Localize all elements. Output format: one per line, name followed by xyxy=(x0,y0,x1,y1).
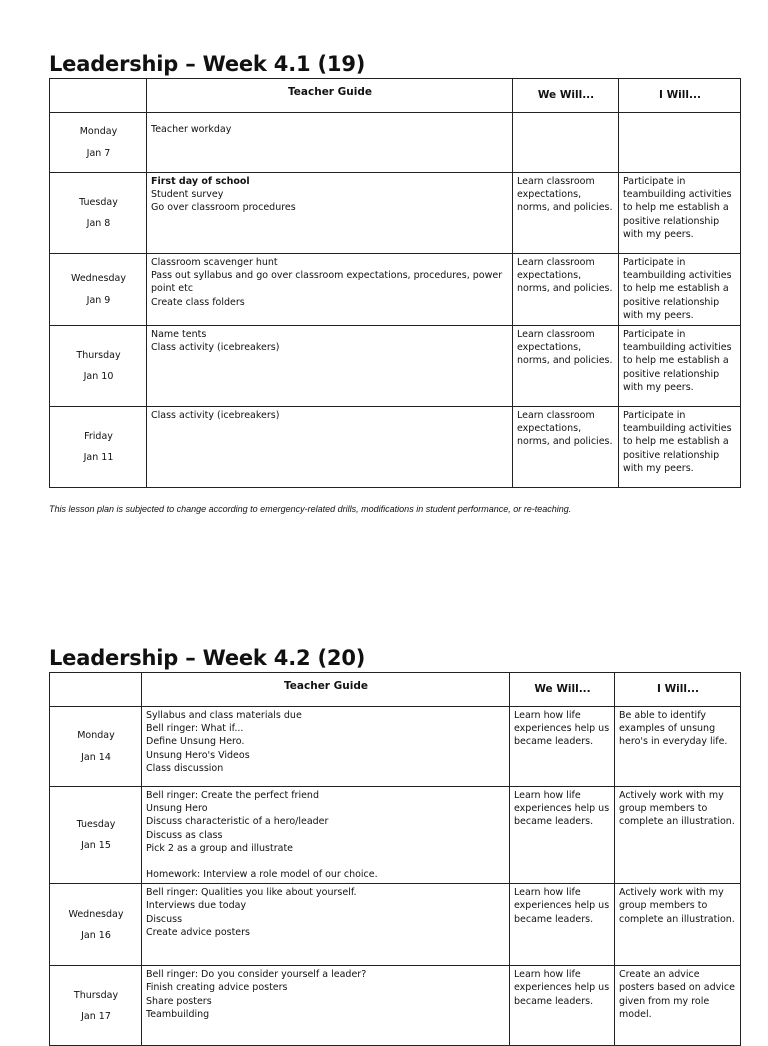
table-row xyxy=(50,254,741,326)
day-cell: Thursday Jan 10 xyxy=(50,326,147,407)
we-will-cell: Learn how life experiences help us became leaders. xyxy=(510,787,615,884)
lesson-plan-table xyxy=(49,78,741,488)
i-will-cell: Participate in teambuilding activities to help me establish a positive relationship with my peers. xyxy=(619,173,741,254)
teacher-guide-cell: Teacher workday xyxy=(147,113,513,173)
we-will-cell: Learn how life experiences help us became leaders. xyxy=(510,707,615,787)
table-row xyxy=(50,966,741,1046)
we-will-header: We Will... xyxy=(513,79,619,113)
i-will-cell: Participate in teambuilding activities to help me establish a positive relationship with my peers. xyxy=(619,254,741,326)
table-row xyxy=(50,173,741,254)
teacher-guide-cell: Bell ringer: Create the perfect friend Unsung Hero Discuss characteristic of a hero/leader Discuss as class Pick 2 as a group and illustrate Homework: Interview a role model of our choice. xyxy=(142,787,510,884)
day-header xyxy=(50,79,147,113)
teacher-guide-cell: Classroom scavenger hunt Pass out syllabus and go over classroom expectations, procedures, power point etc Create class folders xyxy=(147,254,513,326)
table-header-row xyxy=(50,673,741,707)
teacher-guide-cell: First day of school Student survey Go over classroom procedures xyxy=(147,173,513,254)
day-cell: Tuesday Jan 15 xyxy=(50,787,142,884)
we-will-cell: Learn classroom expectations, norms, and policies. xyxy=(513,407,619,488)
i-will-cell: Actively work with my group members to complete an illustration. xyxy=(615,884,741,966)
we-will-header: We Will... xyxy=(510,673,615,707)
table-row xyxy=(50,707,741,787)
i-will-cell: Participate in teambuilding activities to help me establish a positive relationship with my peers. xyxy=(619,326,741,407)
day-cell: Tuesday Jan 8 xyxy=(50,173,147,254)
teacher-guide-header: Teacher Guide xyxy=(147,79,513,113)
i-will-cell: Create an advice posters based on advice given from my role model. xyxy=(615,966,741,1046)
day-header xyxy=(50,673,142,707)
we-will-cell: Learn classroom expectations, norms, and policies. xyxy=(513,326,619,407)
i-will-header: I Will... xyxy=(615,673,741,707)
teacher-guide-header: Teacher Guide xyxy=(142,673,510,707)
day-cell: Monday Jan 14 xyxy=(50,707,142,787)
week-4-2-section xyxy=(49,646,741,1046)
teacher-guide-cell: Bell ringer: Do you consider yourself a leader? Finish creating advice posters Share posters Teambuilding xyxy=(142,966,510,1046)
teacher-guide-cell: Bell ringer: Qualities you like about yourself. Interviews due today Discuss Create advice posters xyxy=(142,884,510,966)
we-will-cell: Learn classroom expectations, norms, and policies. xyxy=(513,254,619,326)
table-row xyxy=(50,113,741,173)
week-4-1-section xyxy=(49,52,741,488)
day-cell: Friday Jan 11 xyxy=(50,407,147,488)
table-row xyxy=(50,787,741,884)
day-cell: Wednesday Jan 9 xyxy=(50,254,147,326)
we-will-cell: Learn how life experiences help us became leaders. xyxy=(510,884,615,966)
i-will-header: I Will... xyxy=(619,79,741,113)
lesson-plan-table xyxy=(49,672,741,1046)
day-cell: Wednesday Jan 16 xyxy=(50,884,142,966)
i-will-cell xyxy=(619,113,741,173)
we-will-cell: Learn classroom expectations, norms, and policies. xyxy=(513,173,619,254)
teacher-guide-cell: Class activity (icebreakers) xyxy=(147,407,513,488)
we-will-cell: Learn how life experiences help us became leaders. xyxy=(510,966,615,1046)
i-will-cell: Participate in teambuilding activities to help me establish a positive relationship with my peers. xyxy=(619,407,741,488)
table-header-row xyxy=(50,79,741,113)
day-cell: Monday Jan 7 xyxy=(50,113,147,173)
table-row xyxy=(50,326,741,407)
we-will-cell xyxy=(513,113,619,173)
disclaimer-note: This lesson plan is subjected to change according to emergency-related drills, modifications in student performance, or re-teaching. xyxy=(49,504,572,514)
i-will-cell: Be able to identify examples of unsung hero's in everyday life. xyxy=(615,707,741,787)
teacher-guide-cell: Name tents Class activity (icebreakers) xyxy=(147,326,513,407)
i-will-cell: Actively work with my group members to complete an illustration. xyxy=(615,787,741,884)
day-cell: Thursday Jan 17 xyxy=(50,966,142,1046)
table-row xyxy=(50,884,741,966)
week-title: Leadership – Week 4.1 (19) xyxy=(49,52,366,76)
teacher-guide-cell: Syllabus and class materials due Bell ringer: What if... Define Unsung Hero. Unsung Hero's Videos Class discussion xyxy=(142,707,510,787)
week-title: Leadership – Week 4.2 (20) xyxy=(49,646,366,670)
table-row xyxy=(50,407,741,488)
